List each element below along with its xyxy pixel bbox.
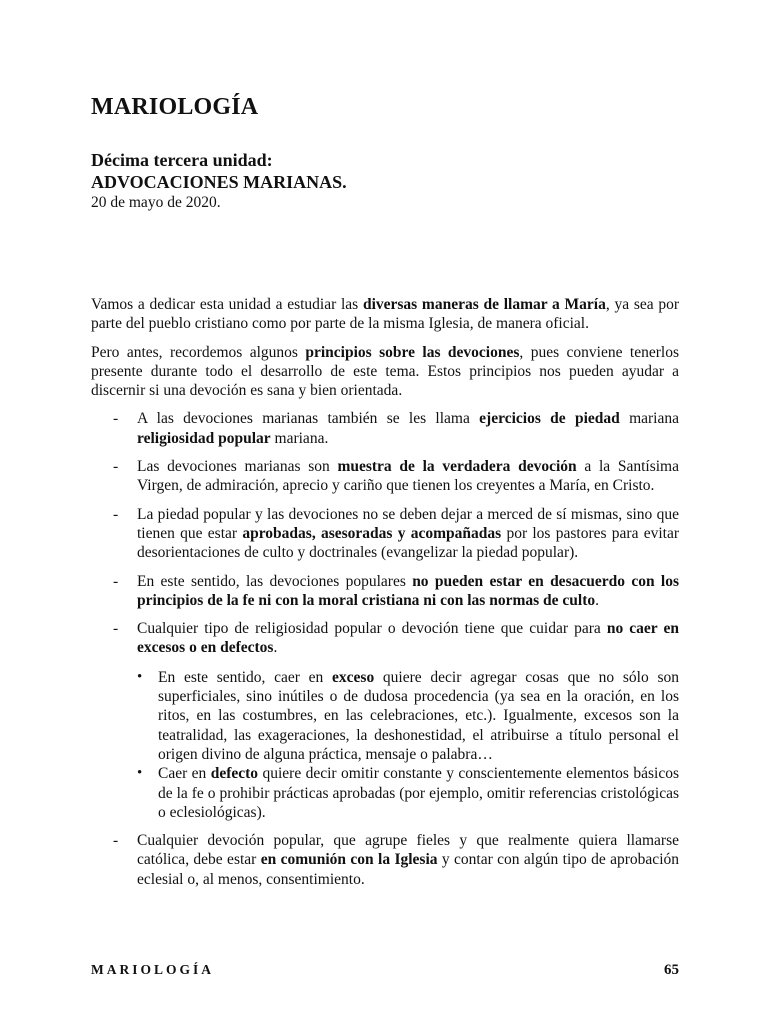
emphasized-text: no pueden estar en desacuerdo con los principios de la fe ni con la moral cristiana ni con las normas de culto bbox=[137, 572, 679, 609]
emphasized-text: religiosidad popular bbox=[137, 429, 271, 447]
list-item bbox=[91, 457, 679, 496]
sub-list-item bbox=[137, 764, 679, 822]
unit-subtitle: ADVOCACIONES MARIANAS. bbox=[91, 172, 347, 192]
list-item-text: Cualquier tipo de religiosidad popular o devoción tiene que cuidar para no caer en excesos o en defectos. bbox=[137, 620, 680, 657]
list-item-text: La piedad popular y las devociones no se deben dejar a merced de sí mismas, sino que tienen que estar aprobadas, asesoradas y acompañadas por los pastores para evitar desorientaciones de culto y doctrinales (evangelizar la piedad popular). bbox=[137, 505, 680, 562]
list-item-text: Cualquier devoción popular, que agrupe fieles y que realmente quiera llamarse católica, debe estar en comunión con la Iglesia y contar con algún tipo de aprobación eclesial o, al menos, consentimiento. bbox=[137, 832, 679, 888]
list-item bbox=[91, 505, 679, 563]
list-item-text: En este sentido, las devociones populares no pueden estar en desacuerdo con los principios de la fe ni con la moral cristiana ni con las normas de culto. bbox=[137, 572, 679, 609]
document-title: MARIOLOGÍA bbox=[91, 94, 259, 120]
list-item bbox=[91, 572, 679, 611]
unit-header bbox=[91, 149, 691, 212]
sub-list-item-text: En este sentido, caer en exceso quiere decir agregar cosas que no sólo son superficiales, sino inútiles o de dudosa procedencia (ya sea en la oración, en los ritos, en las costumbres, en las celebraciones, etc.). Igualmente, excesos son la teatralidad, las exageraciones, la deshonestidad, el atribuirse a título personal el origen divino de alguna práctica, mensaje o palabra… bbox=[158, 668, 679, 763]
principles-list bbox=[91, 409, 679, 889]
dash-marker: - bbox=[113, 410, 119, 428]
page-footer bbox=[91, 962, 679, 982]
unit-date: 20 de mayo de 2020. bbox=[91, 194, 221, 211]
emphasized-text: diversas maneras de llamar a María bbox=[362, 296, 606, 313]
dash-marker: - bbox=[113, 572, 119, 590]
dash-marker: - bbox=[113, 505, 119, 523]
emphasized-text: en comunión con la Iglesia bbox=[260, 851, 438, 869]
list-item-text: A las devociones marianas también se les llama ejercicios de piedad mariana religiosidad popular mariana. bbox=[137, 410, 679, 447]
footer-label: MARIOLOGÍA bbox=[91, 962, 215, 977]
bullet-marker: • bbox=[137, 668, 143, 685]
emphasized-text: exceso bbox=[332, 668, 375, 686]
unit-title: Décima tercera unidad: bbox=[91, 150, 273, 170]
dash-marker: - bbox=[113, 458, 119, 476]
list-item bbox=[91, 409, 679, 448]
dash-marker: - bbox=[113, 832, 119, 850]
bullet-marker: • bbox=[137, 765, 143, 782]
emphasized-text: muestra de la verdadera devoción bbox=[337, 458, 577, 476]
dash-marker: - bbox=[113, 620, 119, 638]
page-number: 65 bbox=[664, 962, 679, 978]
list-item bbox=[91, 831, 679, 889]
emphasized-text: no caer en excesos o en defectos bbox=[137, 620, 680, 657]
sub-list bbox=[137, 668, 679, 822]
sub-list-item bbox=[137, 668, 679, 764]
list-item-text: Las devociones marianas son muestra de la verdadera devoción a la Santísima Virgen, de admiración, aprecio y cariño que tienen los creyentes a María, en Cristo. bbox=[137, 458, 679, 495]
emphasized-text: aprobadas, asesoradas y acompañadas bbox=[242, 524, 502, 542]
document-body bbox=[91, 295, 679, 898]
emphasized-text: ejercicios de piedad bbox=[479, 410, 620, 428]
emphasized-text: principios sobre las devociones bbox=[305, 343, 520, 361]
emphasized-text: defecto bbox=[210, 765, 259, 783]
principles-paragraph: Pero antes, recordemos algunos principios sobre las devociones, pues conviene tenerlos presente durante todo el desarrollo de este tema. Estos principios nos pueden ayudar a discernir si una devoción es sana y bien orientada. bbox=[91, 343, 679, 400]
sub-list-item-text: Caer en defecto quiere decir omitir constante y conscientemente elementos básicos de la fe o prohibir prácticas aprobadas (por ejemplo, omitir referencias cristológicas o eclesiológicas). bbox=[158, 765, 679, 821]
intro-paragraph: Vamos a dedicar esta unidad a estudiar las diversas maneras de llamar a María, ya sea por parte del pueblo cristiano como por parte de la misma Iglesia, de manera oficial. bbox=[91, 296, 679, 333]
list-item bbox=[91, 619, 679, 822]
